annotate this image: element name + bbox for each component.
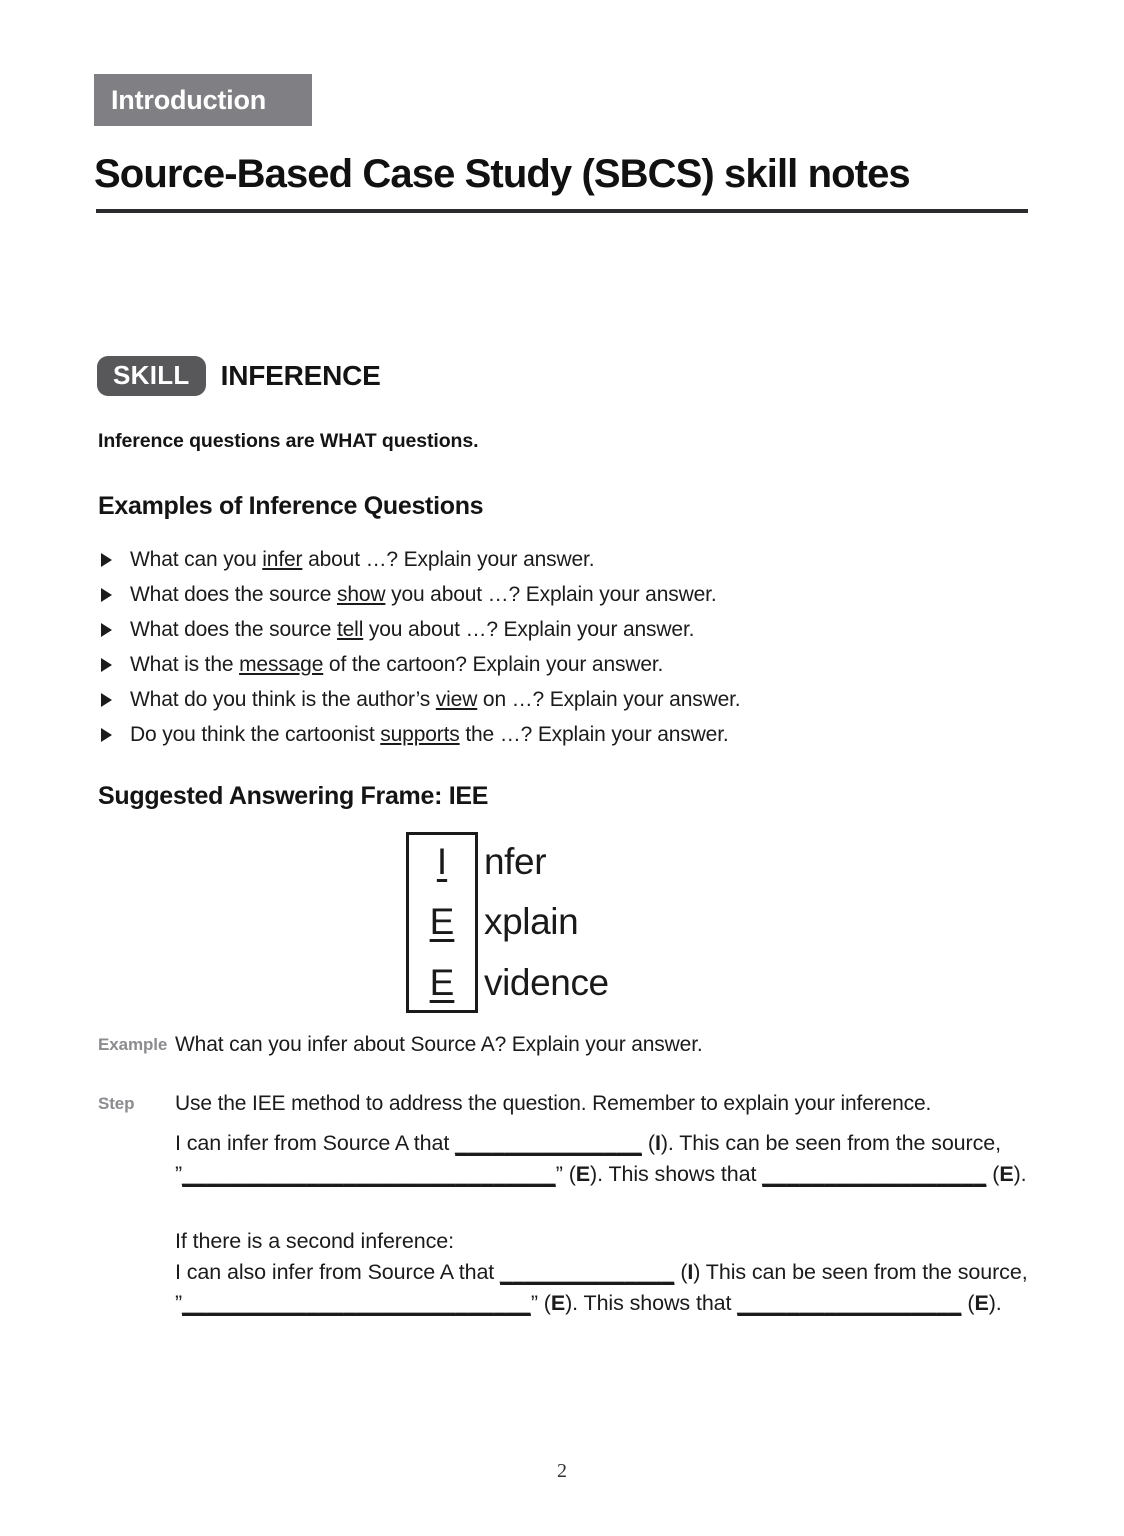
list-item	[98, 542, 998, 577]
fill-in-blank: ____________________________	[182, 1291, 531, 1315]
list-item-text-pre: Do you think the cartoonist	[130, 723, 381, 746]
frame-text: ). This can be seen from the source,	[660, 1131, 1001, 1155]
iee-letter: E	[429, 961, 455, 1003]
list-item	[98, 577, 998, 612]
skill-lead-line: Inference questions are WHAT questions.	[98, 430, 479, 452]
list-item	[98, 717, 998, 752]
list-item-text-pre: What does the source	[130, 618, 337, 641]
iee-row	[406, 832, 609, 892]
frame-text: I can infer from Source A that	[175, 1131, 456, 1155]
example-text: What can you infer about Source A? Explain your answer.	[175, 1033, 703, 1056]
list-item	[98, 612, 998, 647]
frame-code: I	[687, 1260, 694, 1284]
title-underline-rule	[96, 209, 1028, 213]
iee-word: vidence	[484, 961, 609, 1003]
iee-word: xplain	[484, 901, 579, 943]
iee-letter: E	[429, 901, 455, 943]
fill-in-blank: _______________	[455, 1131, 642, 1155]
list-item-text-pre: What does the source	[130, 583, 337, 606]
list-item-text-post: the …? Explain your answer.	[459, 723, 729, 746]
section-badge-introduction	[94, 74, 312, 126]
fill-in-blank: __________________	[762, 1162, 987, 1186]
frame-code: E	[974, 1291, 989, 1315]
heading-examples-of-inference-questions: Examples of Inference Questions	[98, 492, 484, 520]
triangle-right-icon	[101, 658, 112, 672]
step-text: Use the IEE method to address the question. Remember to explain your inference.	[175, 1092, 932, 1115]
frame-code: I	[654, 1131, 661, 1155]
triangle-right-icon	[101, 728, 112, 742]
list-item	[98, 682, 998, 717]
fill-in-blank: ______________________________	[182, 1162, 556, 1186]
answer-frame-intro: If there is a second inference:	[175, 1229, 454, 1253]
list-item-text-post: of the cartoon? Explain your answer.	[323, 653, 664, 676]
answer-frame-second-inference	[175, 1226, 1045, 1319]
frame-quote-open: ”	[175, 1291, 183, 1315]
iee-letter: I	[436, 841, 448, 882]
list-item-keyword: tell	[336, 618, 364, 641]
frame-text: ). This shows that	[565, 1291, 738, 1315]
step-label: Step	[98, 1094, 135, 1113]
frame-code: E	[550, 1291, 566, 1315]
iee-row	[406, 892, 609, 952]
example-questions-list	[98, 542, 998, 752]
list-item	[98, 647, 998, 682]
answer-frame-line: I can infer from Source A that _______________ (I). This can be seen from the source,	[175, 1131, 1001, 1155]
triangle-right-icon	[101, 623, 112, 637]
list-item-keyword: view	[435, 688, 478, 711]
triangle-right-icon	[101, 553, 112, 567]
fill-in-blank: __________________	[737, 1291, 962, 1315]
frame-text: I can also infer from Source A that	[175, 1260, 501, 1284]
frame-code: E	[575, 1162, 591, 1186]
list-item-keyword: infer	[262, 548, 303, 571]
answer-frame-first-inference	[175, 1128, 1045, 1190]
triangle-right-icon	[101, 693, 112, 707]
frame-quote-close: ” (	[530, 1291, 551, 1315]
frame-text: ).	[988, 1291, 1002, 1315]
list-item-text-post: you about …? Explain your answer.	[363, 618, 695, 641]
frame-quote-open: ”	[175, 1162, 183, 1186]
list-item-text-pre: What do you think is the author’s	[130, 688, 436, 711]
frame-text: ).	[1013, 1162, 1027, 1186]
heading-suggested-answering-frame: Suggested Answering Frame: IEE	[98, 782, 489, 810]
page-number: 2	[557, 1460, 567, 1482]
skill-badge: SKILL	[97, 356, 206, 396]
skill-name-label: INFERENCE	[220, 360, 381, 391]
answer-frame-line: ”______________________________” (E). This shows that __________________ (E).	[175, 1162, 1027, 1186]
list-item-text-post: on …? Explain your answer.	[477, 688, 741, 711]
list-item-text-pre: What can you	[130, 548, 263, 571]
answer-frame-line: ”____________________________” (E). This shows that __________________ (E).	[175, 1291, 1002, 1315]
list-item-keyword: supports	[380, 723, 460, 746]
example-label: Example	[98, 1035, 168, 1054]
iee-rows	[406, 832, 609, 1013]
section-badge-label: Introduction	[111, 84, 267, 115]
frame-text: ). This shows that	[590, 1162, 763, 1186]
triangle-right-icon	[101, 588, 112, 602]
list-item-text-post: you about …? Explain your answer.	[385, 583, 717, 606]
iee-row	[406, 953, 609, 1013]
answer-frame-line: I can also infer from Source A that ______________ (I) This can be seen from the source,	[175, 1260, 1028, 1284]
skill-header-row	[97, 356, 381, 396]
frame-quote-close: ” (	[555, 1162, 576, 1186]
frame-code: E	[999, 1162, 1014, 1186]
list-item-keyword: show	[336, 583, 386, 606]
list-item-keyword: message	[239, 653, 324, 676]
list-item-text-post: about …? Explain your answer.	[302, 548, 595, 571]
list-item-text-pre: What is the	[130, 653, 240, 676]
page-title: Source-Based Case Study (SBCS) skill notes	[94, 152, 910, 196]
iee-word: nfer	[484, 841, 547, 882]
frame-text: ) This can be seen from the source,	[693, 1260, 1028, 1284]
fill-in-blank: ______________	[500, 1260, 675, 1284]
